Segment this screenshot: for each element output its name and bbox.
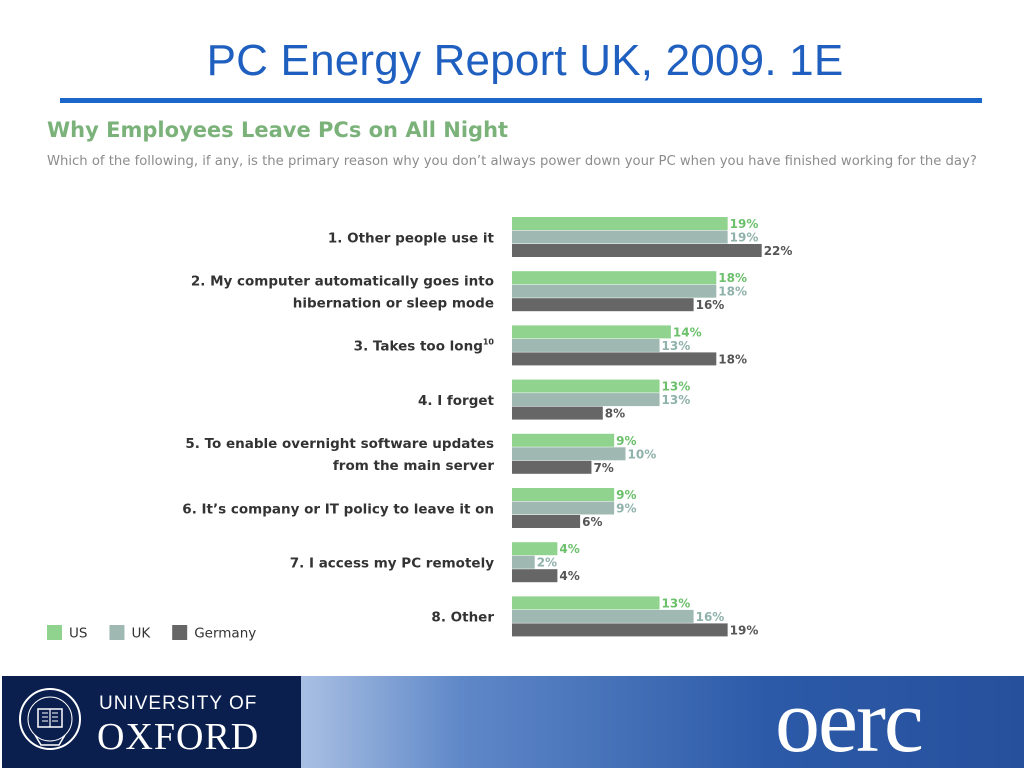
bar (512, 407, 603, 420)
oerc-logo: oerc (775, 672, 922, 771)
data-label: 14% (672, 325, 702, 340)
title-rule (60, 98, 982, 103)
data-label: 10% (627, 447, 657, 462)
bar (512, 502, 614, 515)
category-label: 3. Takes too long$^{10}$ (353, 337, 494, 355)
data-label: 9% (616, 433, 637, 448)
legend-swatch (47, 625, 62, 640)
bar (512, 569, 557, 582)
bar (512, 556, 535, 569)
bar-chart (0, 200, 1024, 650)
data-label: 4% (559, 569, 580, 584)
bar (512, 244, 762, 257)
bar (512, 217, 728, 230)
bar (512, 434, 614, 447)
bar (512, 542, 557, 555)
bar (512, 447, 626, 460)
category-label: 1. Other people use it (327, 230, 494, 247)
category-label: hibernation or sleep mode (292, 295, 494, 312)
data-label: 4% (559, 542, 580, 557)
legend-label: US (69, 625, 88, 642)
bar (512, 298, 694, 311)
data-label: 9% (616, 501, 637, 516)
bar (512, 231, 728, 244)
legend-swatch (172, 625, 187, 640)
category-label: 2. My computer automatically goes into (190, 273, 494, 290)
oxford-logo (2, 676, 301, 768)
data-label: 16% (695, 298, 725, 313)
data-label: 8% (604, 406, 626, 421)
bar (512, 515, 580, 528)
bar (512, 285, 716, 298)
chart-subtitle: Which of the following, if any, is the primary reason why you don’t always power down your PC when you have finished working for the day? (47, 154, 977, 169)
data-label: 16% (695, 609, 725, 624)
bar (512, 393, 660, 406)
oxford-line2: OXFORD (97, 716, 260, 758)
category-label: 8. Other (431, 609, 494, 626)
data-label: 18% (718, 271, 748, 286)
category-label: from the main server (332, 458, 494, 475)
category-label: 6. It’s company or IT policy to leave it on (182, 501, 494, 518)
bar (512, 325, 671, 338)
bar (512, 488, 614, 501)
category-label: 4. I forget (417, 392, 494, 409)
data-label: 13% (661, 379, 691, 394)
legend-label: UK (131, 625, 151, 642)
bar (512, 461, 591, 474)
bar (512, 610, 694, 623)
data-label: 19% (729, 217, 759, 231)
data-label: 18% (718, 284, 748, 299)
data-label: 2% (536, 555, 558, 570)
data-label: 22% (763, 244, 793, 258)
bar (512, 596, 660, 609)
data-label: 13% (661, 338, 691, 353)
data-label: 13% (661, 596, 691, 611)
data-label: 6% (582, 515, 603, 529)
data-label: 19% (729, 230, 759, 245)
legend-label: Germany (194, 625, 257, 642)
data-label: 13% (661, 393, 691, 408)
legend-swatch (109, 625, 124, 640)
bar (512, 339, 660, 352)
data-label: 7% (593, 460, 614, 475)
category-label: 7. I access my PC remotely (289, 555, 494, 572)
bar (512, 380, 660, 393)
oxford-line1: UNIVERSITY OF (99, 693, 258, 714)
chart-title: Why Employees Leave PCs on All Night (47, 118, 509, 142)
data-label: 18% (718, 352, 748, 367)
data-label: 9% (616, 488, 637, 502)
bar (512, 352, 716, 365)
bar (512, 623, 728, 636)
oxford-seal-icon (17, 685, 83, 759)
data-label: 19% (729, 623, 759, 638)
bar (512, 271, 716, 284)
slide-title: PC Energy Report UK, 2009. 1E (206, 36, 844, 85)
category-footnote-ref: 10 (482, 337, 494, 347)
category-label: 5. To enable overnight software updates (185, 436, 494, 453)
